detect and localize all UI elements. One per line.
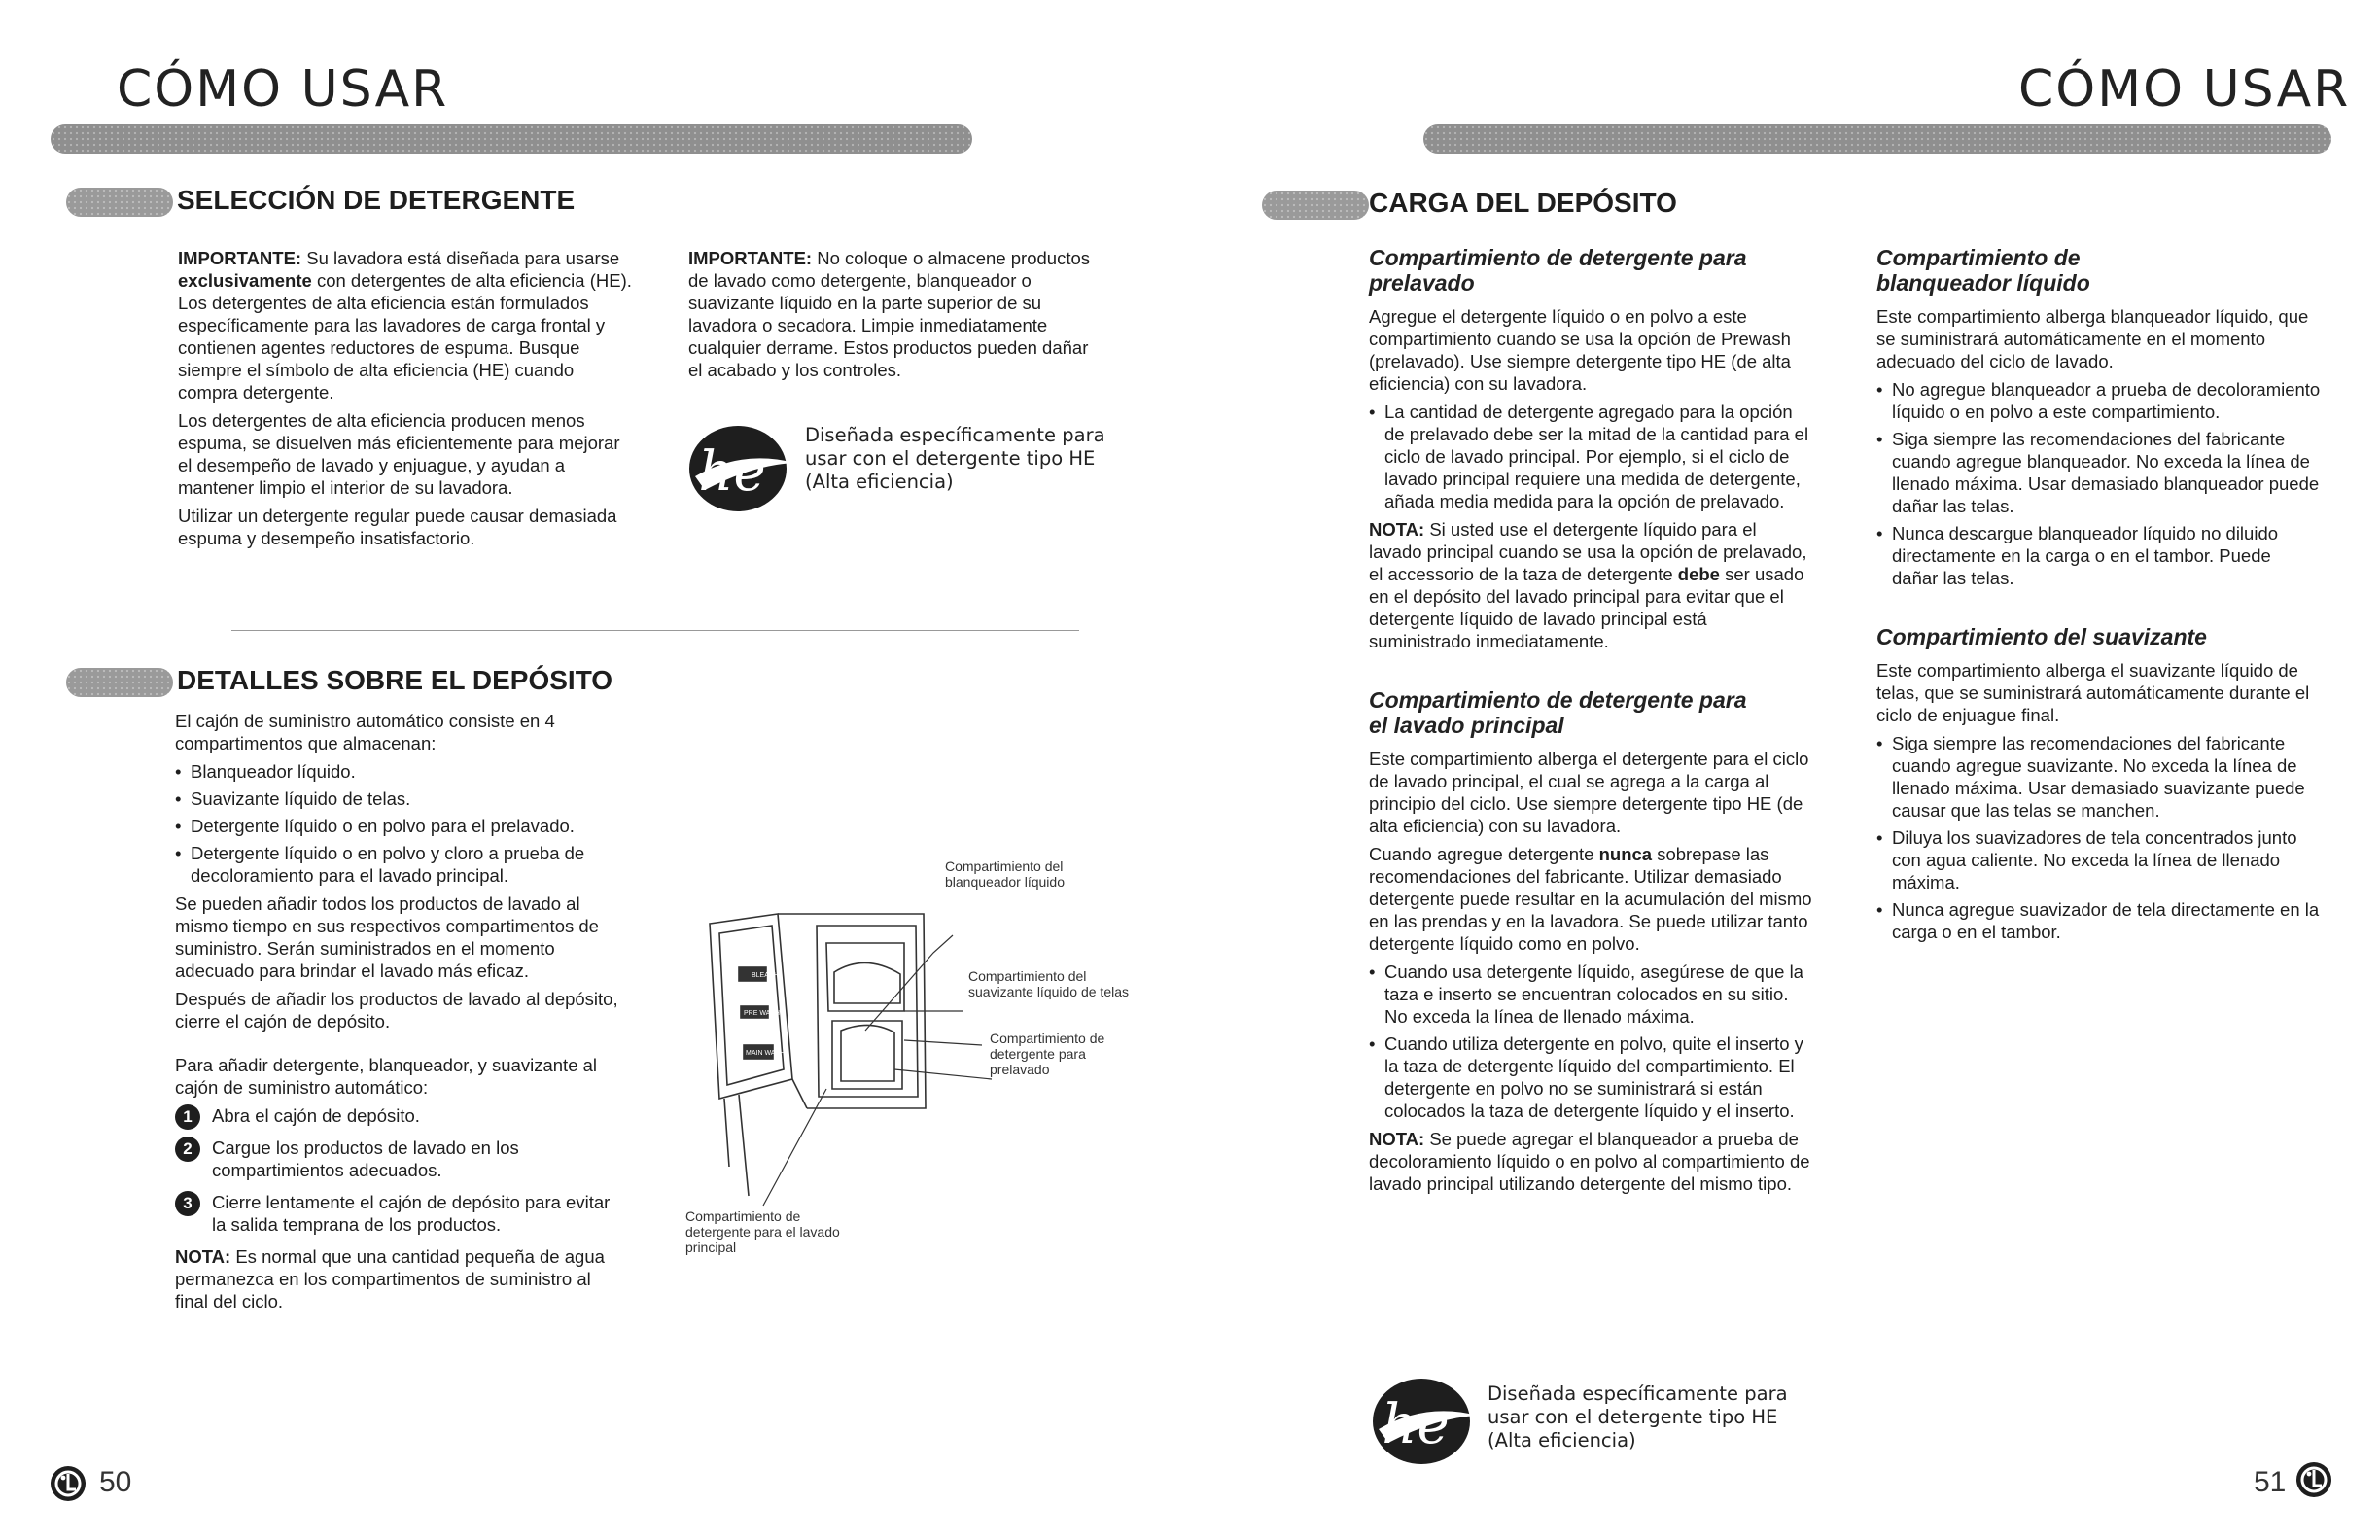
section-title-loading: CARGA DEL DEPÓSITO (1369, 188, 1677, 218)
list-item: • Detergente líquido o en polvo y cloro a prueba de decoloramiento para el lavado principal. (175, 842, 622, 887)
list-item: • Siga siempre las recomendaciones del fabricante cuando agregue blanqueador. No exceda la línea de llenado máxima. Usar demasiado blanqueador puede dañar las telas. (1876, 428, 2322, 517)
paragraph: Este compartimiento alberga el detergente para el ciclo de lavado principal, el cual se agrega a la carga al principio del ciclo. Use siempre detergente tipo HE (de alta eficiencia) con su lavadora. (1369, 749, 1809, 836)
page-number: 51 (2254, 1466, 2287, 1498)
left-header-bar (51, 124, 972, 154)
list-item: • Suavizante líquido de telas. (175, 788, 622, 810)
paragraph: Después de añadir los productos de lavado al depósito, cierre el cajón de depósito. (175, 989, 618, 1032)
bleach-list (1876, 378, 2322, 589)
paragraph: Para añadir detergente, blanqueador, y suavizante al cajón de suministro automático: (175, 1055, 598, 1098)
list-item: • La cantidad de detergente agregado para la opción de prelavado debe ser la mitad de la cantidad para el ciclo de lavado principal. Por ejemplo, si el ciclo de lavado principal requiere una medida de detergente, añada media medida para la opción de prelavado. (1369, 401, 1812, 512)
paragraph: Este compartimiento alberga el suavizante líquido de telas, que se suministrará automáticamente durante el ciclo de enjuague final. (1876, 660, 2310, 725)
section-title-dispenser: DETALLES SOBRE EL DEPÓSITO (177, 665, 613, 695)
list-item: • Blanqueador líquido. (175, 760, 622, 783)
list-item: • Detergente líquido o en polvo para el prelavado. (175, 815, 622, 837)
note: NOTA: Si usted use el detergente líquido para el lavado principal cuando se usa la opción de prelavado, el accessorio de la taza de detergente debe ser usado en el depósito del lavado principal para evitar que el detergente líquido de lavado principal está suministrado inmediatamente. (1369, 519, 1807, 651)
compartment-list (175, 760, 622, 887)
subheading-softener: Compartimiento del suavizante (1876, 624, 2207, 649)
list-item: • Diluya los suavizadores de tela concentrados junto con agua caliente. No exceda la línea de llenado máxima. (1876, 826, 2322, 893)
svg-text:PRE WASH: PRE WASH (744, 1010, 781, 1017)
callout-main: Compartimiento de detergente para el lavado principal (685, 1208, 840, 1255)
page-number: 50 (99, 1466, 132, 1498)
list-item: • Nunca descargue blanqueador líquido no diluido directamente en la carga o en el tambor. Puede dañar las telas. (1876, 522, 2322, 589)
detergent-col-1 (178, 247, 633, 555)
svg-text:MAIN WASH: MAIN WASH (746, 1050, 786, 1057)
section-marker (66, 188, 173, 217)
section-marker (1262, 191, 1369, 220)
list-item: • No agregue blanqueador a prueba de decoloramiento líquido o en polvo a este compartimiento. (1876, 378, 2322, 423)
section-title-detergent: SELECCIÓN DE DETERGENTE (177, 185, 576, 215)
left-page-header: CÓMO USAR (117, 60, 449, 119)
step-item: 3 Cierre lentamente el cajón de depósito para evitar la salida temprana de los productos. (175, 1191, 622, 1236)
subheading-bleach: Compartimiento de blanqueador líquido (1876, 245, 2090, 296)
callout-prewash: Compartimiento de detergente para prelavado (990, 1031, 1105, 1077)
he-caption: Diseñada específicamente para usar con el detergente tipo HE (Alta eficiencia) (1488, 1382, 1788, 1452)
paragraph: El cajón de suministro automático consiste en 4 compartimentos que almacenan: (175, 711, 555, 753)
he-logo-icon (685, 420, 798, 513)
right-page-header: CÓMO USAR (2018, 60, 2351, 119)
divider (231, 630, 1079, 631)
note: NOTA: Se puede agregar el blanqueador a prueba de decoloramiento líquido o en polvo al compartimiento de lavado principal utilizando detergente del mismo tipo. (1369, 1129, 1810, 1194)
lg-logo-icon (2294, 1460, 2333, 1499)
dispenser-text (175, 710, 622, 1318)
lg-logo-icon (49, 1464, 88, 1503)
prewash-list (1369, 401, 1812, 512)
he-logo-icon (1369, 1373, 1482, 1466)
subheading-main-wash: Compartimiento de detergente para el lavado principal (1369, 687, 1747, 738)
callout-softener: Compartimiento del suavizante líquido de telas (968, 968, 1129, 999)
main-wash-list (1369, 961, 1812, 1122)
step-number: 2 (175, 1137, 200, 1162)
section-marker (66, 668, 173, 697)
softener-list (1876, 732, 2322, 943)
paragraph: Utilizar un detergente regular puede causar demasiada espuma y desempeño insatisfactorio. (178, 506, 617, 548)
list-item: • Cuando utiliza detergente en polvo, quite el inserto y la taza de detergente líquido del compartimiento. El detergente en polvo no se suministrará si están colocados la taza de detergente líquido y el inserto. (1369, 1032, 1812, 1122)
list-item: • Siga siempre las recomendaciones del fabricante cuando agregue suavizante. No exceda la línea de llenado máxima. Usar demasiado suavizante puede causar que las telas se manchen. (1876, 732, 2322, 822)
paragraph: IMPORTANTE: Su lavadora está diseñada para usarse exclusivamente con detergentes de alta eficiencia (HE). Los detergentes de alta eficiencia están formulados específicamente para las lavadores de carga frontal y contienen agentes reductores de espuma. Busque siempre el símbolo de alta eficiencia (HE) cuando compra detergente. (178, 248, 632, 402)
paragraph: Se pueden añadir todos los productos de lavado al mismo tiempo en sus respectivos compartimentos de suministro. Serán suministrados en el momento adecuado para brindar el lavado más eficaz. (175, 893, 599, 981)
step-item: 2 Cargue los productos de lavado en los compartimientos adecuados. (175, 1137, 622, 1181)
paragraph: Agregue el detergente líquido o en polvo a este compartimiento cuando se usa la opción de Prewash (prelavado). Use siempre detergente tipo HE (de alta eficiencia) con su lavadora. (1369, 306, 1791, 394)
note: NOTA: Es normal que una cantidad pequeña de agua permanezca en los compartimentos de suministro al final del ciclo. (175, 1246, 605, 1312)
svg-text:BLEACH: BLEACH (752, 972, 780, 979)
step-item: 1 Abra el cajón de depósito. (175, 1104, 622, 1127)
right-header-bar (1423, 124, 2331, 154)
callout-bleach: Compartimiento del blanqueador líquido (945, 858, 1065, 890)
list-item: • Nunca agregue suavizador de tela directamente en la carga o en el tambor. (1876, 898, 2322, 943)
detergent-col-2 (688, 247, 1106, 387)
step-number: 1 (175, 1104, 200, 1130)
he-caption: Diseñada específicamente para usar con el detergente tipo HE (Alta eficiencia) (805, 424, 1105, 493)
loading-col-2 (1876, 245, 2322, 949)
subheading-prewash: Compartimiento de detergente para prelavado (1369, 245, 1747, 296)
paragraph: Los detergentes de alta eficiencia producen menos espuma, se disuelven más eficientemente para mejorar el desempeño de lavado y enjuague, y ayudan a mantener limpio el interior de su lavadora. (178, 410, 620, 498)
loading-col-1 (1369, 245, 1812, 1201)
step-number: 3 (175, 1191, 200, 1216)
steps-list (175, 1104, 622, 1236)
svg-text:he: he (1382, 1393, 1450, 1456)
paragraph: Cuando agregue detergente nunca sobrepase las recomendaciones del fabricante. Utilizar demasiado detergente puede resultar en la acumulación del mismo en las prendas y en la lavadora. Se puede utilizar tanto detergente líquido como en polvo. (1369, 844, 1812, 954)
paragraph: IMPORTANTE: No coloque o almacene productos de lavado como detergente, blanqueador o suavizante líquido en la parte superior de su lavadora o secadora. Limpie inmediatamente cualquier derrame. Estos productos pueden dañar el acabado y los controles. (688, 248, 1090, 380)
list-item: • Cuando usa detergente líquido, asegúrese de que la taza e inserto se encuentran colocados en su sitio. No exceda la línea de llenado máxima. (1369, 961, 1812, 1028)
svg-text:he: he (698, 440, 766, 504)
paragraph: Este compartimiento alberga blanqueador líquido, que se suministrará automáticamente en el momento adecuado del ciclo de lavado. (1876, 306, 2309, 371)
